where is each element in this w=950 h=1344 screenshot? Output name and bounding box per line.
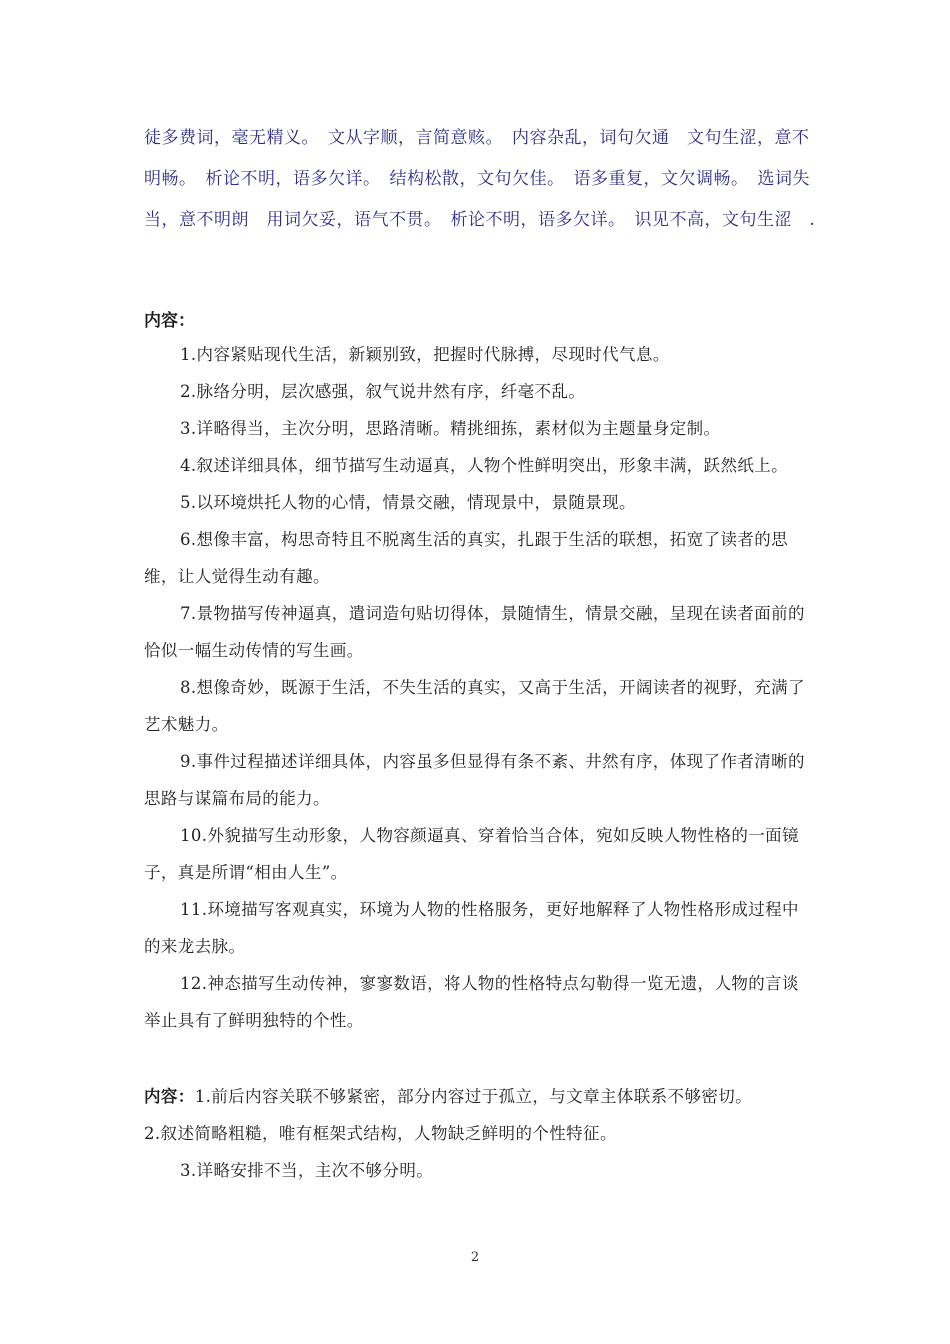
- list-item: 3.详略安排不当，主次不够分明。: [180, 1161, 434, 1180]
- list-item: 1.前后内容关联不够紧密，部分内容过于孤立，与文章主体联系不够密切。: [194, 1087, 753, 1106]
- section-heading-content-2: 内容：: [144, 1087, 195, 1106]
- list-item: 12.神态描写生动传神，寥寥数语，将人物的性格特点勾勒得一览无遗，人物的言谈举止具有了鲜明独特的个性。: [144, 974, 799, 1030]
- list-item: 10.外貌描写生动形象，人物容颜逼真、穿着恰当合体，宛如反映人物性格的一面镜子，真是所谓“相由人生”。: [144, 826, 799, 882]
- list-item: 7.景物描写传神逼真，遣词造句贴切得体，景随情生，情景交融，呈现在读者面前的恰似一幅生动传情的写生画。: [144, 604, 805, 660]
- section-heading-content: 内容：: [144, 311, 195, 331]
- list-item: 1.内容紧贴现代生活，新颖别致，把握时代脉搏，尽现时代气息。: [180, 345, 670, 364]
- content-section-2: [144, 1078, 814, 1189]
- list-item: 3.详略得当，主次分明，思路清晰。精挑细拣，素材似为主题量身定制。: [180, 419, 721, 438]
- blue-comment-paragraph: 徒多费词，毫无精义。 文从字顺，言简意赅。 内容杂乱，词句欠通 文句生涩，意不明畅。 析论不明，语多欠详。 结构松散，文句欠佳。 语多重复，文欠调畅。 选词失当，意不明朗 用词欠妥，语气不贯。 析论不明，语多欠详。 识见不高，文句生涩 .: [144, 128, 816, 230]
- list-item: 6.想像丰富，构思奇特且不脱离生活的真实，扎跟于生活的联想，拓宽了读者的思维，让人觉得生动有趣。: [144, 530, 789, 586]
- list-item: 2.脉络分明，层次感强，叙气说井然有序，纤毫不乱。: [180, 382, 586, 401]
- list-item: 8.想像奇妙，既源于生活，不失生活的真实，又高于生活，开阔读者的视野，充满了艺术魅力。: [144, 678, 805, 734]
- page-number: 2: [470, 1250, 480, 1265]
- list-item: 5.以环境烘托人物的心情，情景交融，情现景中，景随景现。: [180, 493, 636, 512]
- section2-line1: [144, 1078, 814, 1115]
- list-item: 11.环境描写客观真实，环境为人物的性格服务，更好地解释了人物性格形成过程中的来龙去脉。: [144, 900, 799, 956]
- list-item: 2.叙述简略粗糙，唯有框架式结构，人物缺乏鲜明的个性特征。: [144, 1124, 617, 1143]
- content-list: [144, 336, 814, 1039]
- list-item: 9.事件过程描述详细具体，内容虽多但显得有条不紊、井然有序，体现了作者清晰的思路与谋篇布局的能力。: [144, 752, 805, 808]
- list-item: 4.叙述详细具体，细节描写生动逼真，人物个性鲜明突出，形象丰满，跃然纸上。: [180, 456, 789, 475]
